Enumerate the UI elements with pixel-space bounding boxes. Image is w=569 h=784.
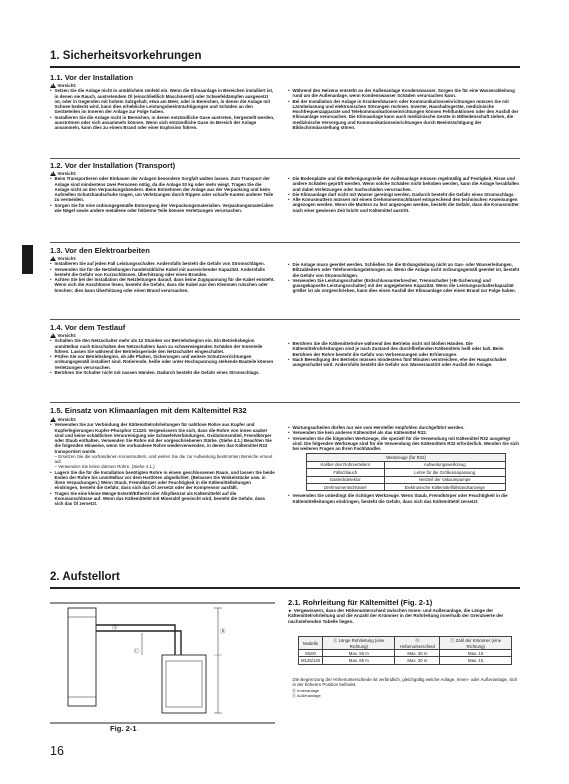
table-cell: Netzteil der Vakuumpumpe xyxy=(384,476,505,483)
subsection-title-transport: 1.2. Vor der Installation (Transport) xyxy=(50,161,176,170)
list-item: • Achten Sie bei der Installation der Netzleitungen darauf, dass keine Zugspannung für die Kabel entsteht. Wenn sich die Anschlüsse lösen, besteht die Gefahr, dass die Kabel aus den Klemmen rutschen oder brechen; dies kann Überhitzung oder einen Brand verursachen. xyxy=(55,277,276,293)
electric-left xyxy=(50,256,275,293)
list-item: • Verwenden Sie kein anderes Kältemittel als das Kältemittel R32. xyxy=(293,430,521,435)
table-cell: Max. 15 xyxy=(440,657,512,664)
legend-indoor: Ⓓ Innenanlage xyxy=(292,687,320,693)
piping-limits-table xyxy=(298,636,512,665)
section-title: 1. Sicherheitsvorkehrungen xyxy=(50,50,202,62)
installation-left xyxy=(50,83,275,130)
subsection-rule xyxy=(50,402,520,403)
list-item: • Lagern Sie die für die Installation benötigten Rohre in einem geschlossenen Raum, und lassen Sie beide Enden der Rohre bis unmittelbar vor dem Hartlöten abgedichtet. (Belassen Sie Winkelstücke usw. in ihren Verpackungen.) Wenn Staub, Fremdkörper oder Feuchtigkeit in die Kältemittelleitungen eindringen, besteht die Gefahr, dass sich das Öl zersetzt oder der Kompressor ausfällt. xyxy=(55,470,276,491)
warning-label: ! Vorsicht: xyxy=(50,417,275,422)
table-header-cell: Ⓒ Zahl der Krümmer (eine Richtung) xyxy=(440,637,512,650)
table-cell: Drehmomentschlüssel xyxy=(307,484,385,491)
table-cell: Gasleckdetektor xyxy=(307,476,385,483)
legend-outdoor: Ⓔ Außenanlage xyxy=(292,692,321,698)
electric-right xyxy=(288,262,520,294)
list-item: • Beim Transportieren oder Einbauen der Anlagen besondere Sorgfalt walten lassen. Zum Transport der Anlage sind mindestens zwei Personen nötig, da die Anlage 20 kg oder mehr wiegt. Tragen Sie die Anlage nicht an den Verpackungsbändern. Beim Entnehmen der Anlage aus der Verpackung und beim Aufstellen Schutzhandschuhe tragen, um Verletzungen durch Rippen oder scharfe Kanten anderer Teile zu vermeiden. xyxy=(55,176,276,202)
subsection-rule xyxy=(50,158,520,159)
table-header-row xyxy=(299,637,512,650)
table-cell: Aufweitungswerkzeug xyxy=(384,461,505,468)
list-item: • Bei der Installation der Anlage in Krankenhäusern oder Kommunikationseinrichtungen müssen Sie mit Lärmbelastung und elektronischen Störungen rechnen. Inverter, Haushaltsgeräte, medizinische Hochfrequenzapparate und Telekommunikationseinrichtungen können Fehlfunktionen oder den Ausfall der Klimaanlage verursachen. Die Klimaanlage kann auch medizinische Geräte in Mitleidenschaft ziehen, die medizinische Versorgung und Kommunikationseinrichtungen durch Beeinträchtigung der Bildschirmdarstellung stören. xyxy=(293,99,521,131)
piping-note xyxy=(288,677,520,698)
list-item: • Tragen Sie eine kleine Menge Esteröl/Etheröl oder Alkylbenzol als Kältemittelöl auf die Konusanschlüsse auf. Wenn das Kältemittelöl mit Mineralöl gemischt wird, besteht die Gefahr, dass sich das Öl zersetzt. xyxy=(55,491,276,507)
list-item: • Installieren Sie die Anlage nicht in Bereichen, in denen entzündliche Gase austreten, hergestellt werden, ausströmen oder sich ansammeln können. Wenn sich entzündliche Gase im Bereich der Anlage ansammeln, kann dies zu einem Brand oder einer Explosion führen. xyxy=(55,115,276,131)
table-cell: Max. 65 m xyxy=(323,657,395,664)
table-row xyxy=(299,650,512,657)
section-rule xyxy=(50,587,520,589)
table-cell: Max. 15 xyxy=(440,650,512,657)
table-cell: Kaliber des Rohrverteilers xyxy=(307,461,385,468)
list-item: • Die Anlage muss geerdet werden. Schließen Sie die Erdungsleitung nicht an Gas- oder Wasserleitungen, Blitzableitern oder Telefonerdungsleitungen an. Wenn die Anlage nicht ordnungsgemäß geerdet ist, besteht die Gefahr von Stromschlägen. xyxy=(293,262,521,278)
table-row xyxy=(307,484,506,491)
table-row xyxy=(307,461,506,468)
installation-right xyxy=(288,88,520,130)
list-item: • Berühren Sie die Kältemittelrohre während des Betriebs nicht mit bloßen Händen. Die Kältemittelrohrleitungen sind je nach Zustand des durchfließenden Kältemittels heiß oder kalt. Beim Berühren der Rohre besteht die Gefahr von Verbrennungen oder Erfrierungen. xyxy=(293,341,521,357)
list-item: • Während des Heizens entsteht an der Außenanlage Kondenswasser. Sorgen Sie für eine Wasserableitung rund um die Außenanlage, wenn Kondenswasser Schäden verursachen kann. xyxy=(293,88,521,99)
list-item: • Wartungsarbeiten dürfen nur wie vom Hersteller empfohlen durchgeführt werden. xyxy=(293,425,521,430)
table-cell: Elektronische Kältemittelfüllstandsanzeige xyxy=(384,484,505,491)
table-row xyxy=(307,469,506,476)
list-item: • Verwenden Sie für die Netzleitungen handelsübliche Kabel mit ausreichender Kapazität. Andernfalls besteht die Gefahr von Kurzschlüssen, Überhitzung oder eines Brandes. xyxy=(55,267,276,278)
list-item: • Nach Beendigung des Betriebs müssen mindestens fünf Minuten verstreichen, ehe der Hauptschalter ausgeschaltet wird. Andernfalls besteht die Gefahr von Wasseraustritt oder Ausfall der Anlage. xyxy=(293,357,521,368)
list-item: • Installieren Sie auf jeden Fall Leistungsschalter. Andernfalls besteht die Gefahr von Stromschlägen. xyxy=(55,261,276,266)
table-row xyxy=(299,657,512,664)
table-cell: M100 xyxy=(299,650,323,657)
subsection-rule xyxy=(50,242,520,243)
table-header-cell: Ⓐ Länge Rohrleitung (eine Richtung) xyxy=(323,637,395,650)
list-item: • Die Bodenplatte und die Befestigungsteile der Außenanlage müssen regelmäßig auf Festigkeit, Risse und andere Schäden geprüft werden. Wenn solche Schäden nicht behoben werden, kann die Anlage herabfallen und dabei Verletzungen oder Sachschäden verursachen. xyxy=(293,176,521,192)
list-subitem: – Verwenden Sie keine dünnen Rohre. (Siehe 4.1.) xyxy=(54,464,155,470)
warning-label: ! Vorsicht: xyxy=(50,333,275,338)
list-item: • Alle Konusmuttern müssen mit einem Drehmomentschlüssel entsprechend den technischen Anweisungen angezogen werden. Wenn die Muttern zu fest angezogen werden, besteht die Gefahr, dass die Konusmutter nach einer gewissen Zeit bricht und Kältemittel austritt. xyxy=(293,197,521,213)
table-cell: M125/140 xyxy=(299,657,323,664)
piping-intro: ► Vergewissern, dass der Höhenunterschied zwischen Innen- und Außenanlage, die Länge der Kältemittelrohrleitung und die Anzahl der Krümmer in der Rohrleitung innerhalb der Grenzwerte der nachstehenden Tabelle liegen. xyxy=(288,608,504,624)
list-item: Die Begrenzung der Höhenunterschiede ist verbindlich, gleichgültig welche Anlage, Innen- oder Außenanlage, sich in der höheren Position befindet. xyxy=(292,677,518,688)
figure-marker-a: Ⓐ xyxy=(112,625,118,631)
table-cell: Lehre für die Größenanpassung xyxy=(384,469,505,476)
page-number: 16 xyxy=(50,744,64,758)
table-row xyxy=(307,476,506,483)
list-item: • Verwenden Sie unbedingt die richtigen Werkzeuge. Wenn Staub, Fremdkörper oder Feuchtigkeit in die Kältemittelleitungen eindringen, besteht die Gefahr, dass sich das Kältemittelöl zersetzt. xyxy=(293,493,521,504)
list-item: • Verwenden Sie Leistungsschalter (Erdschlussunterbrecher, Trennschalter (+B-Sicherung) und gussgekapselte Leistungsschalter) mit der angegebenen Kapazität. Wenn die Leistungsschalterkapazität größer ist als vorgeschrieben, kann dies einen Ausfall der Klimaanlage oder einen Brand zur Folge haben. xyxy=(293,278,521,294)
list-item: • Berühren Sie Schalter nicht mit nassen Händen. Dadurch besteht die Gefahr eines Stromschlags. xyxy=(55,370,276,375)
tools-table-header: Werkzeuge (für R32) xyxy=(307,454,506,461)
table-cell: Max. 30 m xyxy=(395,650,440,657)
test-right xyxy=(288,341,520,367)
section-rule xyxy=(50,66,520,68)
warning-label: ! Vorsicht: xyxy=(50,171,275,176)
list-item: • Verwenden Sie zur Verbindung der Kältemittelrohrleitungen für nahtlose Rohre aus Kupfer und Kupferlegierungen Kupfer-Phosphor C1220. Vergewissern Sie sich, dass die Rohre von innen sauber sind und keine schädlichen Verunreinigung wie Schwefelverbindungen, Oxidationsmittel, Fremdkörper oder Staub enthalten. Verwenden Sie Rohre mit der vorgeschriebenen Stärke. (Siehe 4.1.) Beachten Sie die folgenden Hinweise, wenn Sie vorhandene Rohre wiederverwenden, in denen das Kältemittel R22 transportiert wurde. xyxy=(55,422,276,454)
subsection-title-test: 1.4. Vor dem Testlauf xyxy=(50,323,126,332)
list-item: • Verwenden Sie die folgenden Werkzeuge, die speziell für die Verwendung mit Kältemittel R32 ausgelegt sind. Die folgenden Werkzeuge sind für die Verwendung des Kältemittels R32 erforderlich. Wenden Sie sich bei weiteren Fragen an Ihren Fachhändler. xyxy=(293,436,521,452)
figure-2-1 xyxy=(50,595,275,740)
warning-label: ! Vorsicht: xyxy=(50,83,275,88)
list-subitem: – Ersetzen Sie die vorhandenen Konusmuttern, und weiten Sie die zur Aufweitung bestimmten Bereiche erneut auf. xyxy=(54,453,273,464)
list-item: • Sorgen Sie für eine ordnungsgemäße Entsorgung der Verpackungsmaterialien. Verpackungsmaterialien wie Nägel sowie andere metallene oder hölzerne Teile können Verletzungen verursachen. xyxy=(55,203,276,214)
r32-right xyxy=(288,425,520,504)
test-left xyxy=(50,333,275,375)
warning-label: ! Vorsicht: xyxy=(50,256,275,261)
indoor-unit-shape xyxy=(68,608,96,706)
subsection-title-r32: 1.5. Einsatz von Klimaanlagen mit dem Kältemittel R32 xyxy=(50,406,247,415)
outdoor-unit-shape xyxy=(162,655,206,713)
list-item: • Prüfen Sie vor Betriebsbeginn, ob alle Platten, Sicherungen und weitere Schutzvorrichtungen ordnungsgemäß installiert sind. Rotierende, heiße oder unter Hochspannung stehende Bauteile können Verletzungen verursachen. xyxy=(55,354,276,370)
transport-right xyxy=(288,176,520,213)
table-header-cell: Ⓑ Höhenunterschied xyxy=(395,637,440,650)
subsection-title-piping: 2.1. Rohrleitung für Kältemittel (Fig. 2-1) xyxy=(288,598,433,607)
chapter-tab-marker xyxy=(22,245,33,274)
list-item: • Die Klimaanlage darf nicht mit Wasser gereinigt werden. Dadurch besteht die Gefahr eines Stromschlags. xyxy=(293,192,521,197)
table-cell: Max. 55 m xyxy=(323,650,395,657)
r32-left xyxy=(50,417,275,506)
table-header-cell: Modelle xyxy=(299,637,323,650)
table-cell: Füllschlauch xyxy=(307,469,385,476)
table-cell: Max. 30 m xyxy=(395,657,440,664)
subsection-rule xyxy=(50,319,520,320)
subsection-title-installation: 1.1. Vor der Installation xyxy=(50,73,133,82)
figure-marker-b: Ⓑ xyxy=(220,629,226,635)
list-item: • Schalten Sie den Netzschalter mehr als 12 Stunden vor Betriebsbeginn ein. Ein Betriebsbeginn unmittelbar nach Einschalten des Netzschalters kann zu schwerwiegenden Schäden der Innenteile führen. Lassen Sie während der Betriebsperiode den Netzschalter eingeschaltet. xyxy=(55,338,276,354)
list-item: • Setzen Sie die Anlage nicht in unüblichem Umfeld ein. Wenn die Klimaanlage in Bereichen installiert ist, in denen sie Rauch, austretendem Öl (einschließlich Maschinenöl) oder Schwefeldämpfen ausgesetzt ist, oder in Gegenden mit hohem Salzgehalt, etwa am Meer, oder in Bereichen, in denen die Anlage mit Schnee bedeckt wird, kann dies erhebliche Leistungsbeeinträchtigungen und Schäden an den Geräteteilen im Inneren der Anlage zur Folge haben. xyxy=(55,88,276,114)
section-title: 2. Aufstellort xyxy=(50,571,120,583)
tools-table xyxy=(306,453,506,491)
subsection-title-electric: 1.3. Vor den Elektroarbeiten xyxy=(50,246,150,255)
transport-left xyxy=(50,171,275,213)
figure-marker-c: Ⓒ xyxy=(134,649,140,655)
figure-caption: Fig. 2-1 xyxy=(110,724,137,733)
